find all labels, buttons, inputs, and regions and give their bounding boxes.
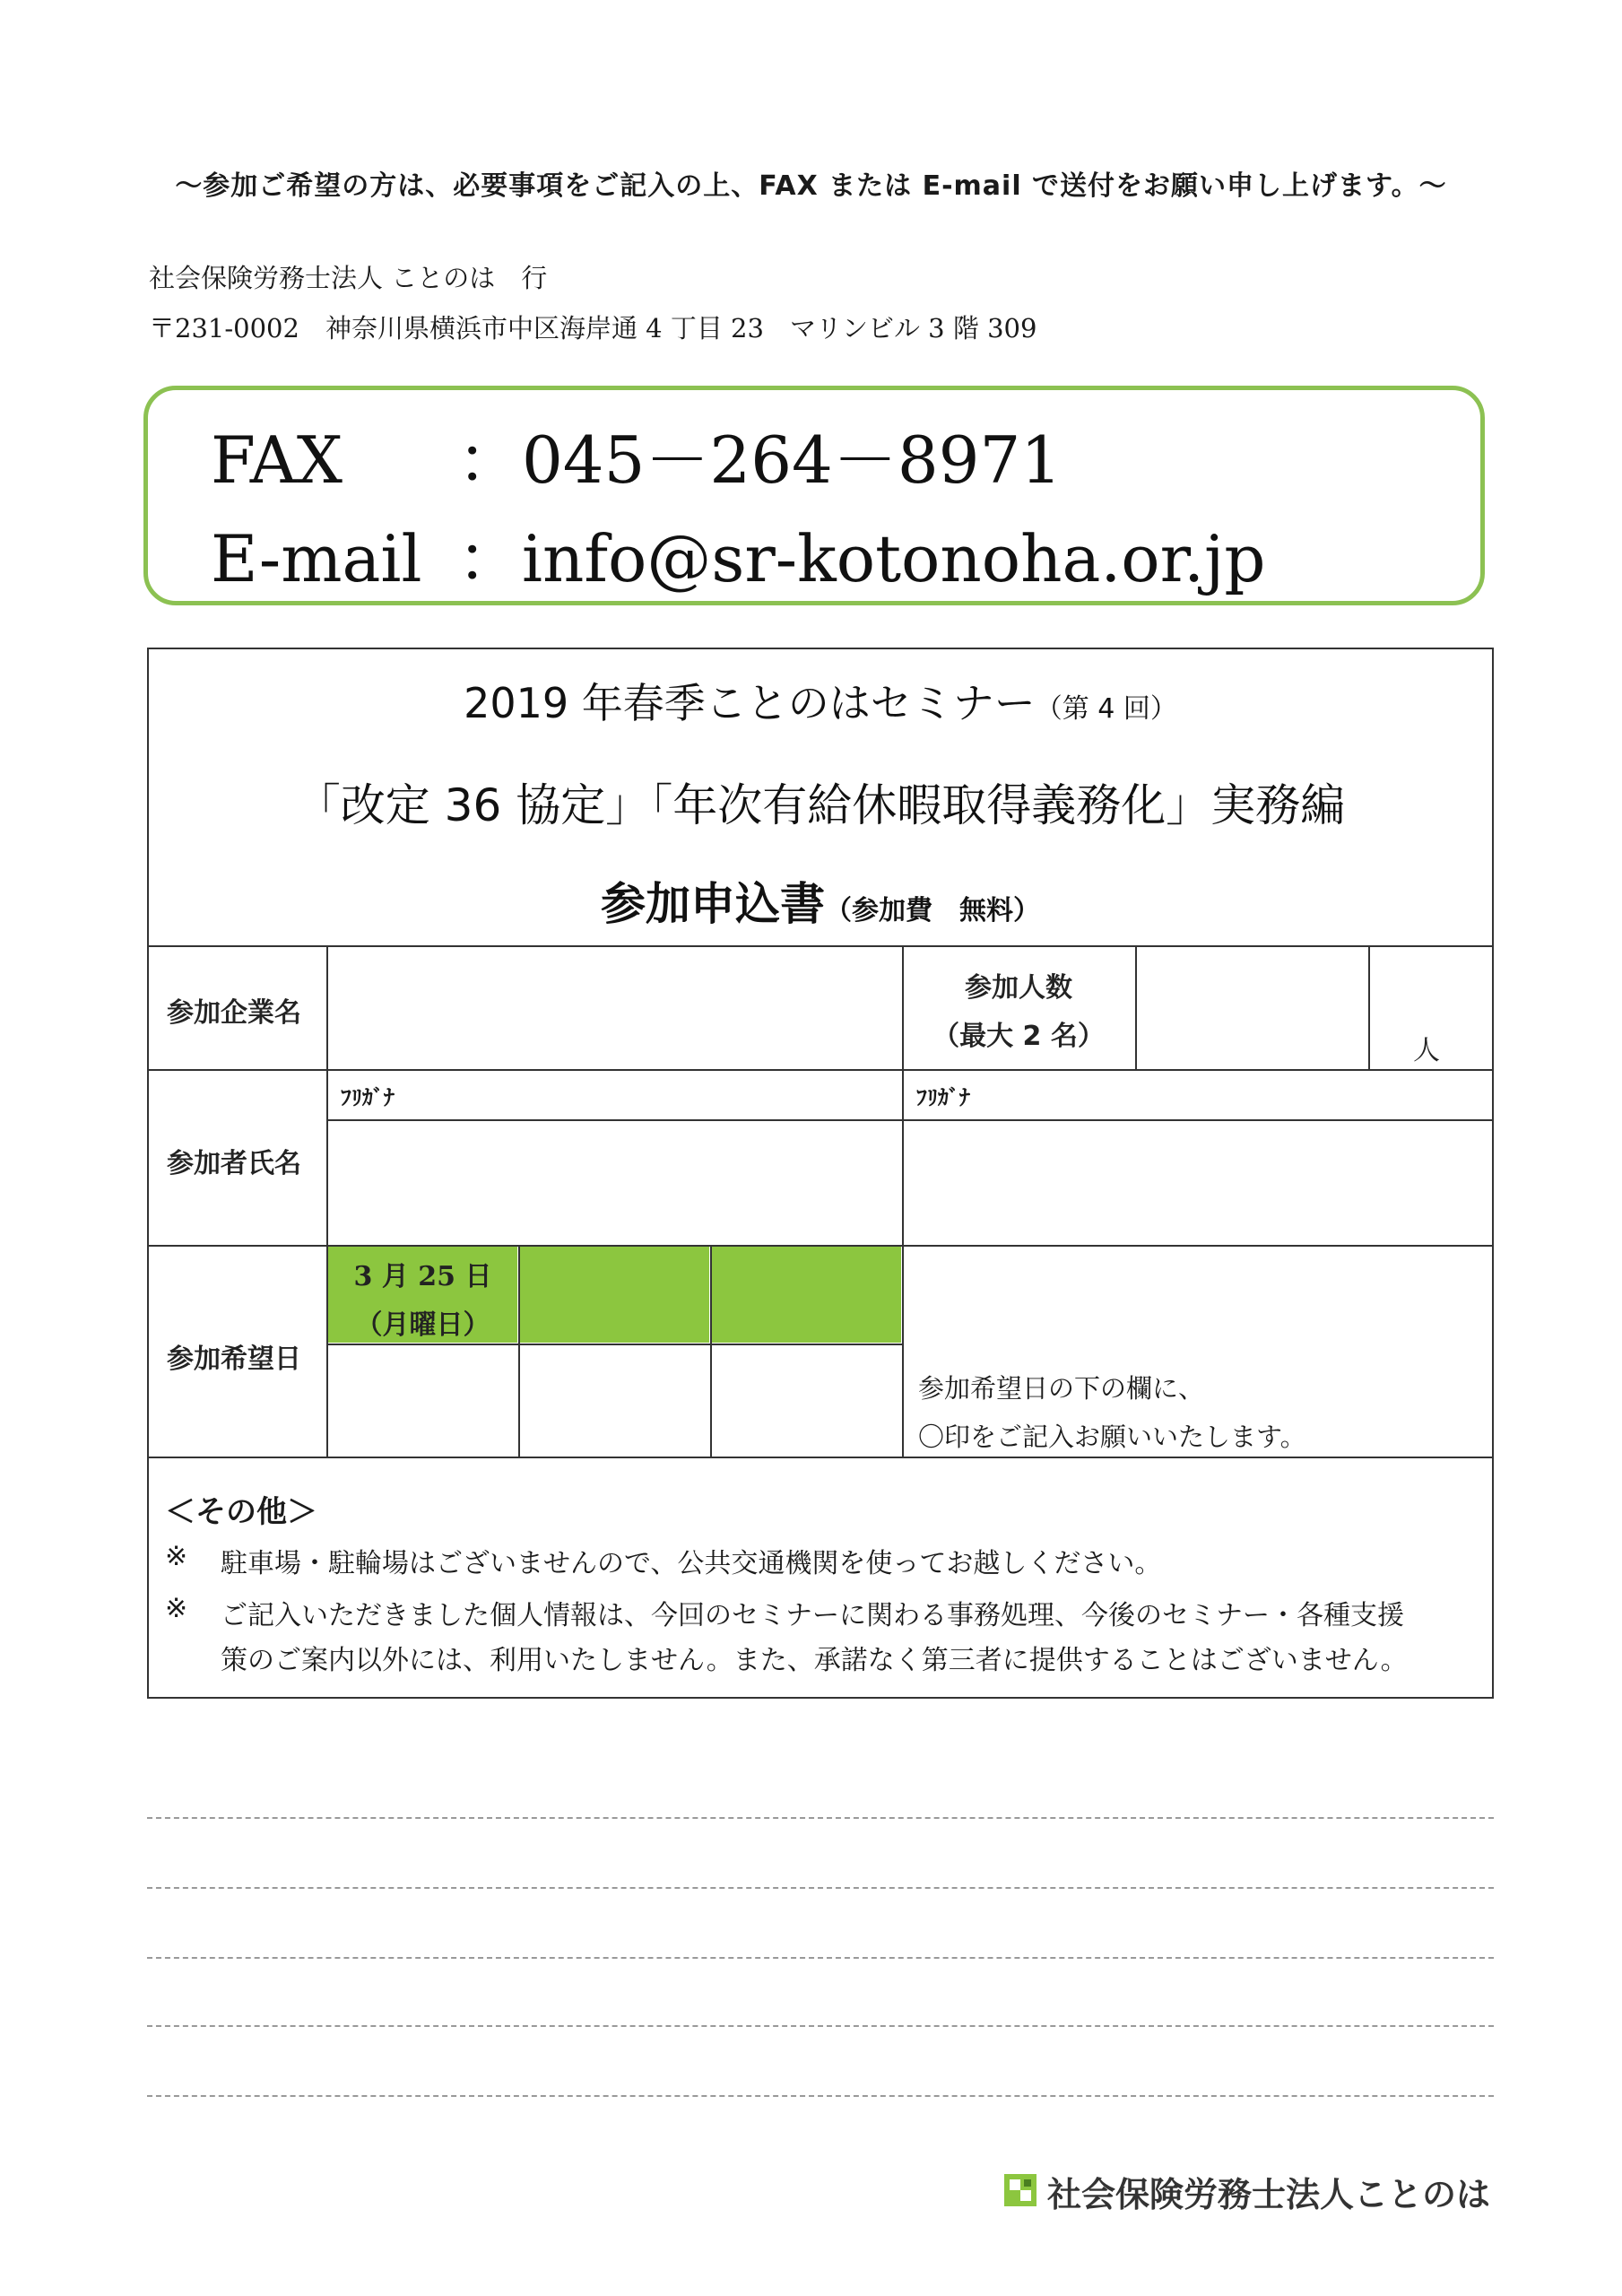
- memo-line[interactable]: [147, 1957, 1494, 1959]
- form-title-topic: 「改定 36 協定」「年次有給休暇取得義務化」実務編: [295, 779, 1346, 831]
- note-mark-1: ※: [165, 1541, 188, 1572]
- contact-box: [143, 386, 1485, 605]
- company-logo-icon: [1004, 2174, 1037, 2206]
- note-privacy-1: ご記入いただきました個人情報は、今回のセミナーに関わる事務処理、今後のセミナー・各種支援: [221, 1600, 1404, 1631]
- email-row: [211, 507, 1265, 600]
- address: 〒231-0002 神奈川県横浜市中区海岸通 4 丁目 23 マリンビル 3 階 309: [149, 313, 1037, 344]
- memo-line[interactable]: [147, 2025, 1494, 2027]
- date-2-mark-cell[interactable]: [520, 1345, 709, 1456]
- date-label: 参加希望日: [167, 1344, 301, 1375]
- participant-name-input-1[interactable]: [328, 1121, 901, 1244]
- memo-line[interactable]: [147, 1817, 1494, 1819]
- furigana-label-2: ﾌﾘｶﾞﾅ: [916, 1085, 970, 1110]
- note-privacy-2: 策のご案内以外には、利用いたしません。また、承諾なく第三者に提供することはございません。: [221, 1645, 1408, 1676]
- fax-value[interactable]: ：045－264－8971: [457, 422, 1063, 498]
- date-1-day: （月曜日）: [355, 1309, 490, 1341]
- note-mark-2: ※: [165, 1593, 188, 1624]
- intro-text: ～参加ご希望の方は、必要事項をご記入の上、FAX または E-mail で送付をお願い申し上げます。～: [175, 170, 1447, 202]
- company-logo-text: 社会保険労務士法人ことのは: [1047, 2175, 1491, 2214]
- form-title-application: [147, 868, 1494, 933]
- fax-label: FAX: [211, 422, 343, 498]
- memo-line[interactable]: [147, 1887, 1494, 1889]
- date-3-mark-cell[interactable]: [712, 1345, 901, 1456]
- seminar-number: （第 4 回）: [1035, 693, 1177, 725]
- participant-name-label: 参加者氏名: [167, 1148, 301, 1179]
- email-value[interactable]: ：info@sr-kotonoha.or.jp: [457, 521, 1266, 596]
- other-title: ＜その他＞: [165, 1494, 317, 1530]
- company-input-cell[interactable]: [328, 947, 901, 1068]
- count-input-cell[interactable]: [1137, 947, 1367, 1068]
- grid-line: [147, 1457, 1494, 1458]
- company-label: 参加企業名: [167, 997, 301, 1029]
- date-header-cell: [520, 1247, 709, 1343]
- note-parking: 駐車場・駐輪場はございませんので、公共交通機関を使ってお越しください。: [221, 1548, 1162, 1579]
- application-title: 参加申込書: [601, 878, 825, 930]
- email-label: E-mail: [211, 521, 422, 596]
- grid-line: [147, 1069, 1494, 1071]
- date-1-label: 3 月 25 日: [353, 1261, 492, 1292]
- form-title-seminar: [147, 671, 1494, 730]
- count-max-label: （最大 2 名）: [932, 1021, 1105, 1052]
- date-1-mark-cell[interactable]: [328, 1345, 517, 1456]
- addressee: 社会保険労務士法人 ことのは 行: [149, 263, 548, 293]
- date-instruction-2: 〇印をご記入お願いいたします。: [918, 1422, 1306, 1452]
- count-label: 参加人数: [965, 972, 1072, 1004]
- fax-row: [211, 408, 1062, 501]
- participant-name-input-2[interactable]: [904, 1121, 1493, 1244]
- seminar-title: 2019 年春季ことのはセミナー: [464, 679, 1036, 727]
- memo-line[interactable]: [147, 2095, 1494, 2097]
- grid-line: [1368, 945, 1370, 1069]
- count-unit: 人: [1413, 1035, 1440, 1066]
- date-instruction-1: 参加希望日の下の欄に、: [918, 1373, 1205, 1404]
- fee-note: （参加費 無料）: [825, 895, 1040, 926]
- furigana-label-1: ﾌﾘｶﾞﾅ: [341, 1085, 395, 1110]
- date-header-cell: [712, 1247, 901, 1343]
